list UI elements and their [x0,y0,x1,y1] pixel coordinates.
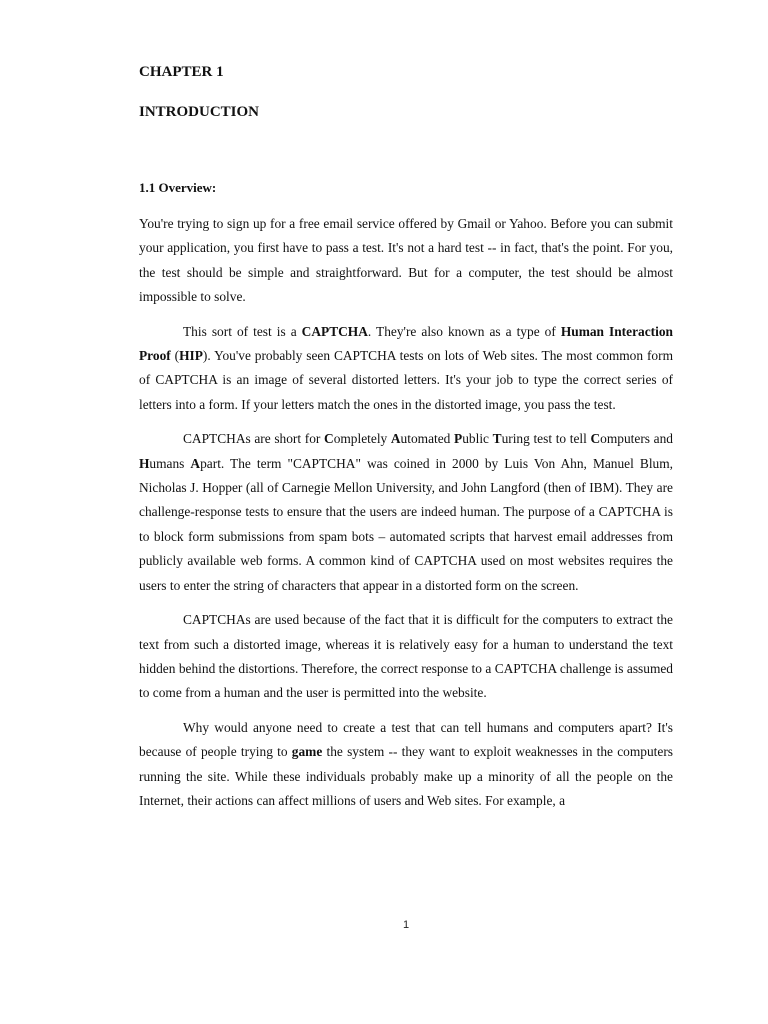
bold-term-captcha: CAPTCHA [301,323,368,339]
bold-letter: P [454,431,463,447]
paragraph-5-text: the system -- they want to exploit weaknesses in the computers running the site. While these individuals probably make up a minority of all the people on the Internet, their actions can affect millions of users and Web sites. For example, a [139,744,673,808]
paragraph-2-text: This sort of test is a [183,323,302,339]
paragraph-2-text: ( [170,348,180,364]
bold-letter: C [590,431,601,447]
paragraph-1 [139,212,673,310]
paragraph-3-text: CAPTCHAs are short for [183,431,325,447]
chapter-heading: CHAPTER 1 [139,64,224,80]
paragraph-3-text: utomated [400,431,455,447]
paragraph-5-text: Why would anyone need to create a test that can tell humans and computers apart? It's because of people trying to [139,719,673,760]
paragraph-3-text: umans [149,455,191,471]
paragraph-5 [139,716,673,814]
paragraph-3-text: part. The term "CAPTCHA" was coined in 2000 by Luis Von Ahn, Manuel Blum, Nicholas J. Hopper (all of Carnegie Mellon University, and John Langford (then of IBM). They are challenge-response tests to ensure that the users are indeed human. The purpose of a CAPTCHA is to block form submissions from spam bots – automated scripts that harvest email addresses from publicly available web forms. A common kind of CAPTCHA used on most websites requires the users to enter the string of characters that appear in a distorted form on the screen. [139,455,673,593]
paragraph-3-text: ompletely [333,431,391,447]
paragraph-3 [139,427,673,598]
paragraph-3-text: uring test to tell [501,431,591,447]
bold-letter: C [324,431,334,447]
paragraph-4 [139,608,673,706]
paragraph-1-text: You're trying to sign up for a free email service offered by Gmail or Yahoo. Before you can submit your application, you first have to pass a test. It's not a hard test -- in fact, that's the point. For you, the test should be simple and straightforward. But for a computer, the test should be almost impossible to solve. [139,216,673,305]
paragraph-3-text: ublic [462,431,493,447]
bold-letter: T [492,431,502,447]
section-heading: 1.1 Overview: [139,180,217,195]
paragraph-3-text: omputers and [600,431,673,447]
body-text [139,212,673,823]
paragraph-2-text: . They're also known as a type of [367,323,561,339]
bold-term-hip: HIP [179,348,203,364]
paragraph-2-text: ). You've probably seen CAPTCHA tests on lots of Web sites. The most common form of CAPTCHA is an image of several distorted letters. It's your job to type the correct series of letters into a form. If your letters match the ones in the distorted image, you pass the test. [139,348,673,412]
bold-letter: H [139,455,150,471]
chapter-title: INTRODUCTION [139,104,260,120]
page-number: 1 [402,919,410,931]
paragraph-4-text: CAPTCHAs are used because of the fact that it is difficult for the computers to extract the text from such a distorted image, whereas it is relatively easy for a human to understand the text hidden behind the distortions. Therefore, the correct response to a CAPTCHA challenge is assumed to come from a human and the user is permitted into the website. [139,612,673,701]
paragraph-2 [139,320,673,418]
bold-term-hip-full: Human Interaction Proof [139,323,673,364]
bold-letter: A [390,431,401,447]
bold-letter: A [190,455,201,471]
bold-term-game: game [291,744,323,760]
